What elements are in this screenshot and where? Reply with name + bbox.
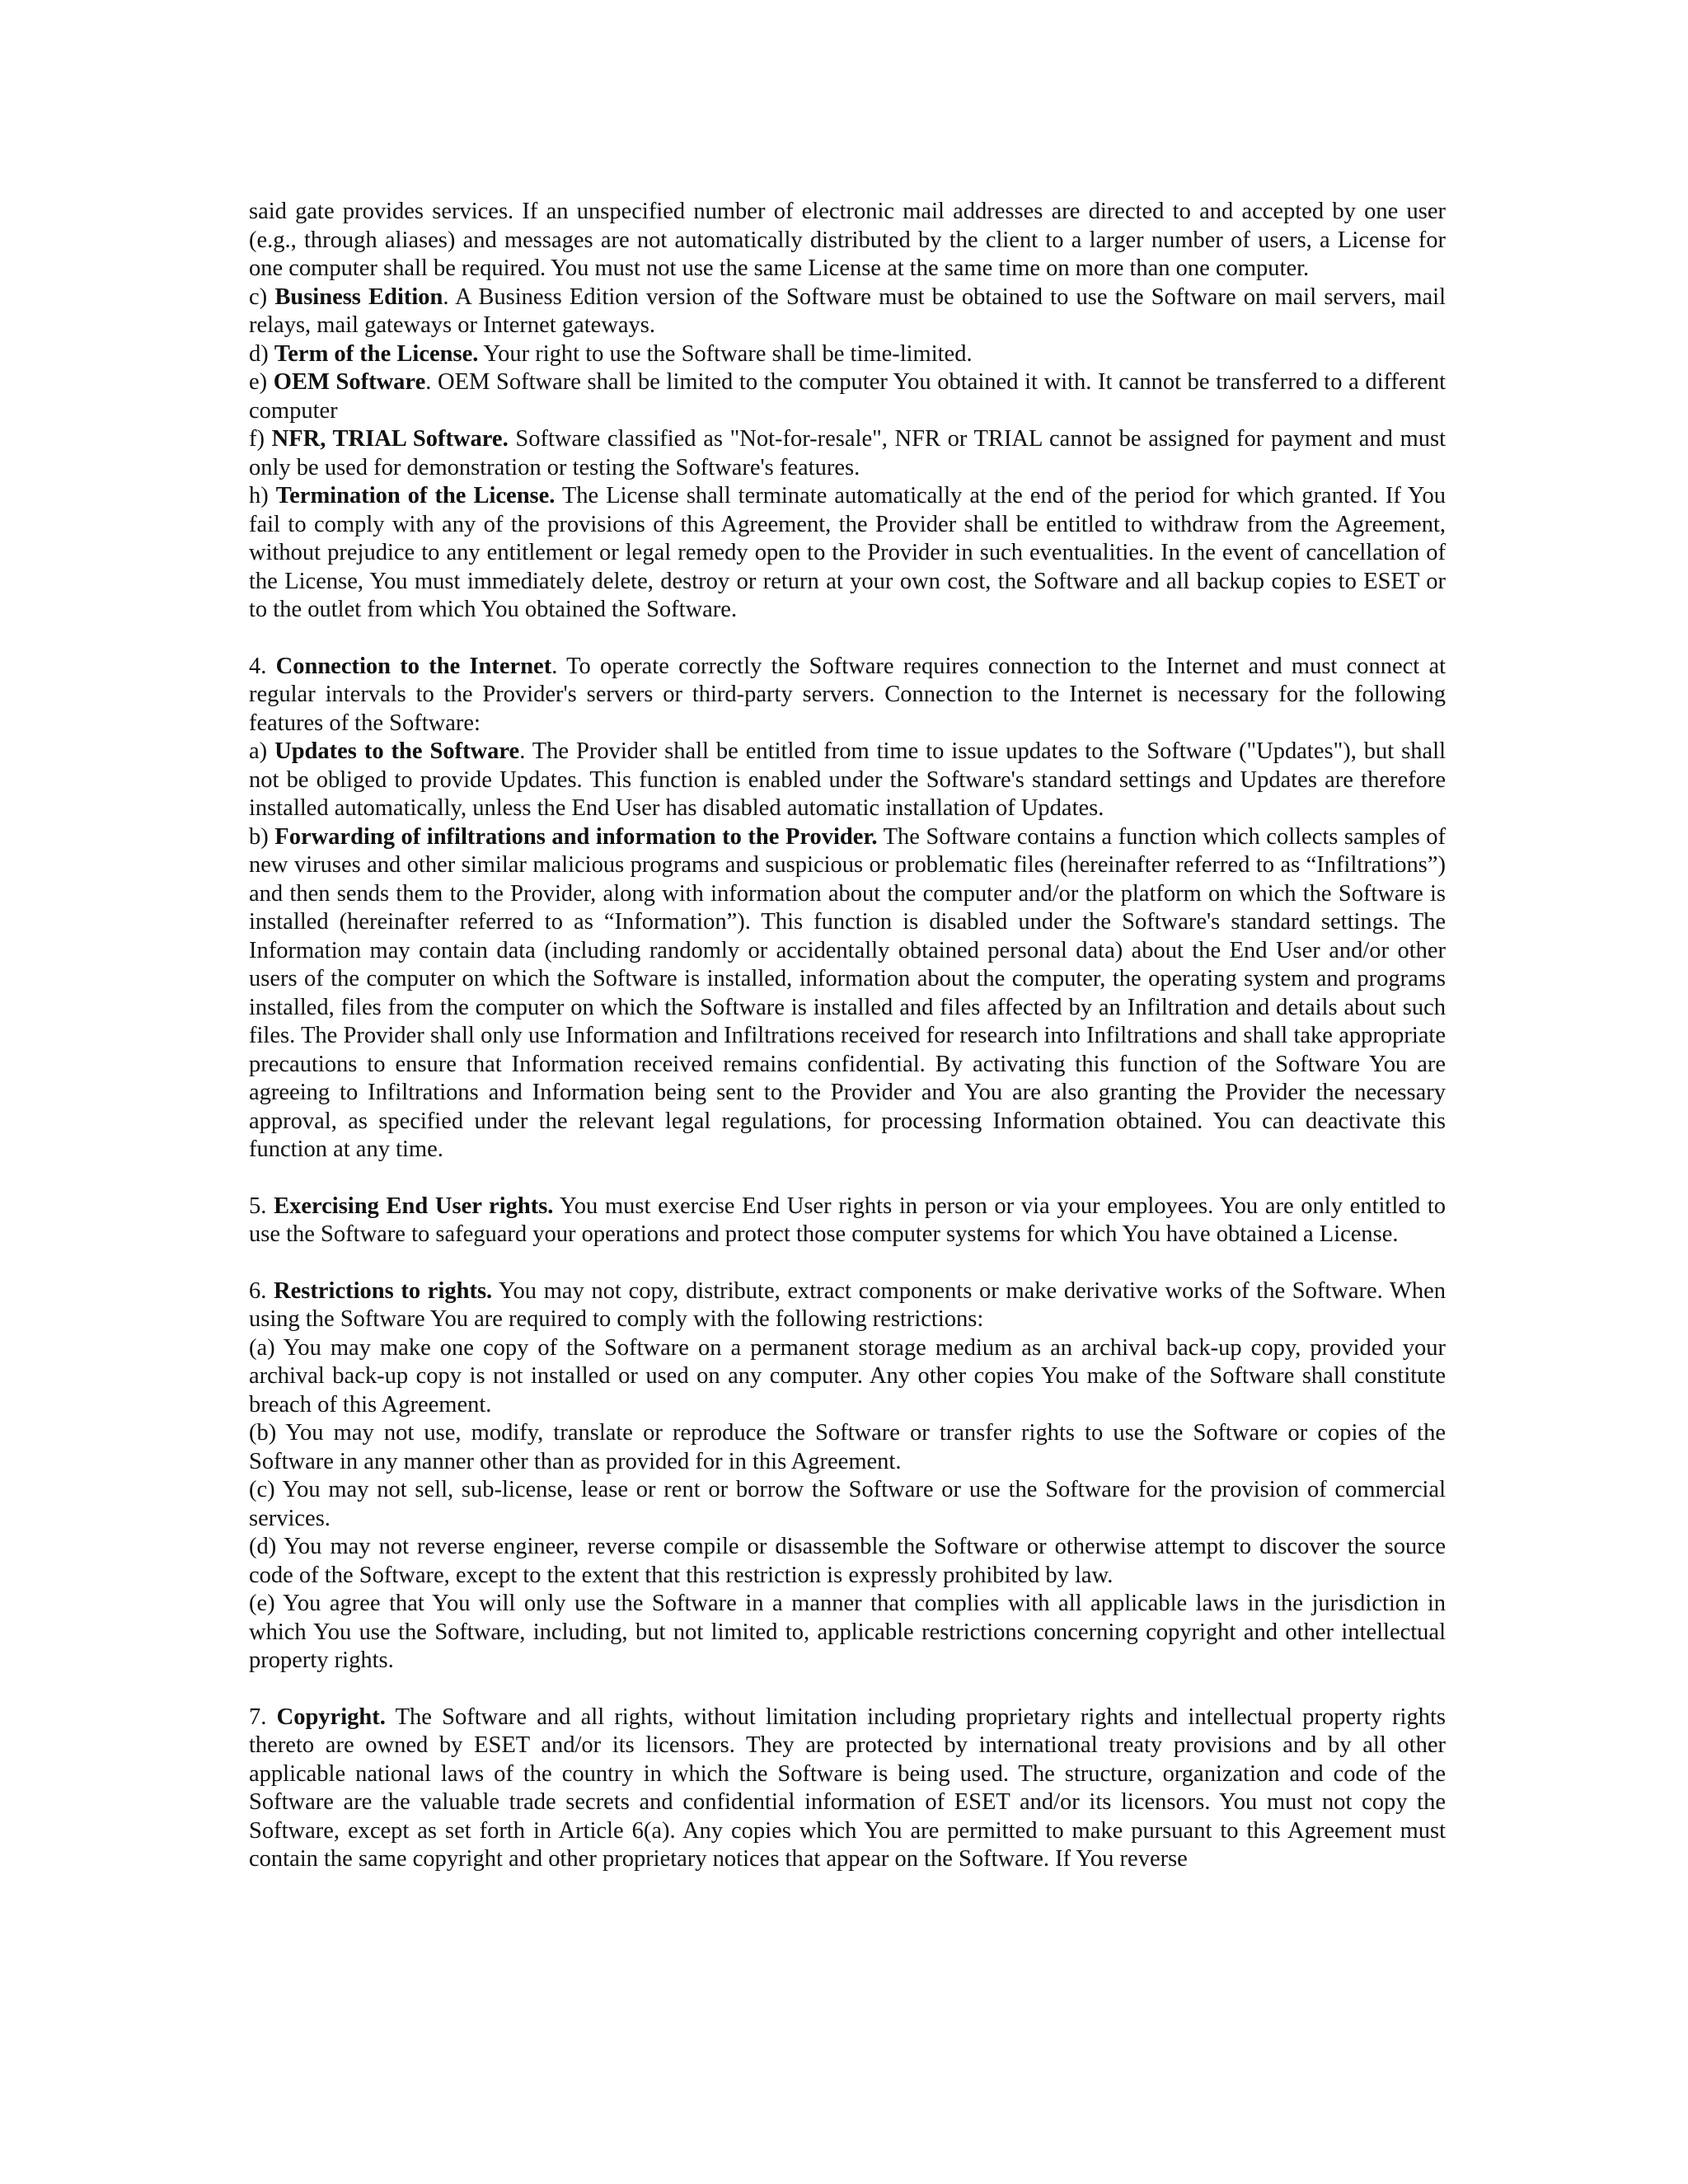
section-body: The Software and all rights, without limitation including proprietary rights and intellectual property rights thereto are owned by ESET and/or its licensors. They are protected by international treaty provisions and by all other applicable national laws of the country in which the Software is being used. The structure, organization and code of the Software are the valuable trade secrets and confidential information of ESET and/or its licensors. You must not copy the Software, except as set forth in Article 6(a). Any copies which You are permitted to make pursuant to this Agreement must contain the same copyright and other proprietary notices that appear on the Software. If You reverse — [249, 1704, 1446, 1872]
section-4-connection — [249, 653, 1446, 738]
paragraph-body: said gate provides services. If an unspecified number of electronic mail addresses are directed to and accepted by one user (e.g., through aliases) and messages are not automatically distributed by the client to a larger number of users, a License for one computer shall be required. You must not use the same License at the same time on more than one computer. — [249, 199, 1446, 281]
clause-b-forwarding-infiltrations — [249, 823, 1446, 1165]
restriction-c-sell — [249, 1476, 1446, 1533]
restriction-body: (b) You may not use, modify, translate or reproduce the Software or transfer rights to use the Software or copies of the Software in any manner other than as provided for in this Agreement. — [249, 1420, 1446, 1474]
section-body: You must exercise End User rights in person or via your employees. You are only entitled to use the Software to safeguard your operations and protect those computer systems for which You have obtained a License. — [249, 1193, 1447, 1247]
restriction-b-modify — [249, 1419, 1446, 1476]
clause-prefix: f) — [249, 426, 272, 452]
restriction-body: (c) You may not sell, sub-license, lease or rent or borrow the Software or use the Software for the provision of commercial services. — [249, 1477, 1446, 1531]
section-body: You may not copy, distribute, extract components or make derivative works of the Software. When using the Software You are required to comply with the following restrictions: — [249, 1277, 1447, 1332]
license-agreement-page — [249, 198, 1446, 1874]
clause-c-business-edition — [249, 284, 1446, 340]
clause-term: Forwarding of infiltrations and information to the Provider. — [274, 823, 878, 850]
clause-prefix: d) — [249, 340, 274, 367]
section-body: . To operate correctly the Software requires connection to the Internet and must connect at regular intervals to the Provider's servers or third-party servers. Connection to the Internet is necessary for the following features of the Software: — [249, 653, 1447, 736]
clause-h-termination — [249, 482, 1446, 625]
section-heading: Exercising End User rights. — [274, 1193, 554, 1219]
clause-f-nfr-trial — [249, 425, 1446, 482]
clause-term: Term of the License. — [274, 340, 479, 367]
restriction-body: (e) You agree that You will only use the Software in a manner that complies with all applicable laws in the jurisdiction in which You use the Software, including, but not limited to, applicable restrictions concerning copyright and other intellectual property rights. — [249, 1591, 1446, 1673]
section-7-copyright — [249, 1704, 1446, 1874]
section-number: 7. — [249, 1704, 277, 1730]
restriction-a-archival-copy — [249, 1334, 1446, 1420]
restriction-body: (a) You may make one copy of the Software on a permanent storage medium as an archival back-up copy, provided your archival back-up copy is not installed or used on any computer. Any other copies You make of the Software shall constitute breach of this Agreement. — [249, 1334, 1446, 1418]
section-5-end-user-rights — [249, 1193, 1446, 1249]
clause-body: The Software contains a function which collects samples of new viruses and other similar malicious programs and suspicious or problematic files (hereinafter referred to as “Infiltrations”) and then sends them to the Provider, along with information about the computer and/or the platform on which the Software is installed (hereinafter referred to as “Information”). This function is disabled under the Software's standard settings. The Information may contain data (including randomly or accidentally obtained personal data) about the End User and/or other users of the computer on which the Software is installed, information about the computer, the operating system and programs installed, files from the computer on which the Software is installed and files affected by an Infiltration and details about such files. The Provider shall only use Information and Infiltrations received for research into Infiltrations and shall take appropriate precautions to ensure that Information received remains confidential. By activating this function of the Software You are agreeing to Infiltrations and Information being sent to the Provider and You are also granting the Provider the necessary approval, as specified under the relevant legal regulations, for processing Information obtained. You can deactivate this function at any time. — [249, 823, 1446, 1162]
clause-term: Updates to the Software — [274, 738, 520, 764]
clause-body: . A Business Edition version of the Software must be obtained to use the Software on mail servers, mail relays, mail gateways or Internet gateways. — [249, 284, 1447, 338]
clause-term: Termination of the License. — [275, 483, 556, 509]
section-6-restrictions — [249, 1277, 1446, 1334]
section-number: 6. — [249, 1277, 274, 1304]
restriction-e-applicable-laws — [249, 1590, 1446, 1675]
clause-e-oem-software — [249, 368, 1446, 425]
clause-term: Business Edition — [274, 284, 443, 310]
clause-prefix: h) — [249, 483, 276, 509]
restriction-body: (d) You may not reverse engineer, reverse compile or disassemble the Software or otherwise attempt to discover the source code of the Software, except to the extent that this restriction is expressly prohibited by law. — [249, 1534, 1446, 1588]
clause-prefix: e) — [249, 369, 274, 395]
section-heading: Connection to the Internet — [275, 653, 552, 679]
clause-body: . OEM Software shall be limited to the computer You obtained it with. It cannot be transferred to a different computer — [249, 369, 1447, 424]
section-heading: Restrictions to rights. — [274, 1277, 493, 1304]
clause-prefix: c) — [249, 284, 275, 310]
clause-body: The License shall terminate automatically at the end of the period for which granted. If You fail to comply with any of the provisions of this Agreement, the Provider shall be entitled to withdraw from the Agreement, without prejudice to any entitlement or legal remedy open to the Provider in such eventualities. In the event of cancellation of the License, You must immediately delete, destroy or return at your own cost, the Software and all backup copies to ESET or to the outlet from which You obtained the Software. — [249, 483, 1446, 622]
restriction-d-reverse-engineer — [249, 1533, 1446, 1590]
clause-d-term-of-license — [249, 340, 1446, 369]
section-number: 5. — [249, 1193, 274, 1219]
clause-body: Software classified as "Not-for-resale", NFR or TRIAL cannot be assigned for payment and must only be used for demonstration or testing the Software's features. — [249, 426, 1446, 480]
clause-term: NFR, TRIAL Software. — [271, 426, 509, 452]
paragraph-aliases-continuation — [249, 198, 1446, 284]
clause-body: . The Provider shall be entitled from time to issue updates to the Software ("Updates"), but shall not be obliged to provide Updates. This function is enabled under the Software's standard settings and Updates are therefore installed automatically, unless the End User has disabled automatic installation of Updates. — [249, 738, 1446, 821]
section-number: 4. — [249, 653, 276, 679]
clause-body: Your right to use the Software shall be time-limited. — [478, 340, 973, 367]
clause-term: OEM Software — [273, 369, 426, 395]
section-heading: Copyright. — [276, 1704, 386, 1730]
clause-a-updates — [249, 738, 1446, 823]
clause-prefix: b) — [249, 823, 275, 850]
clause-prefix: a) — [249, 738, 275, 764]
